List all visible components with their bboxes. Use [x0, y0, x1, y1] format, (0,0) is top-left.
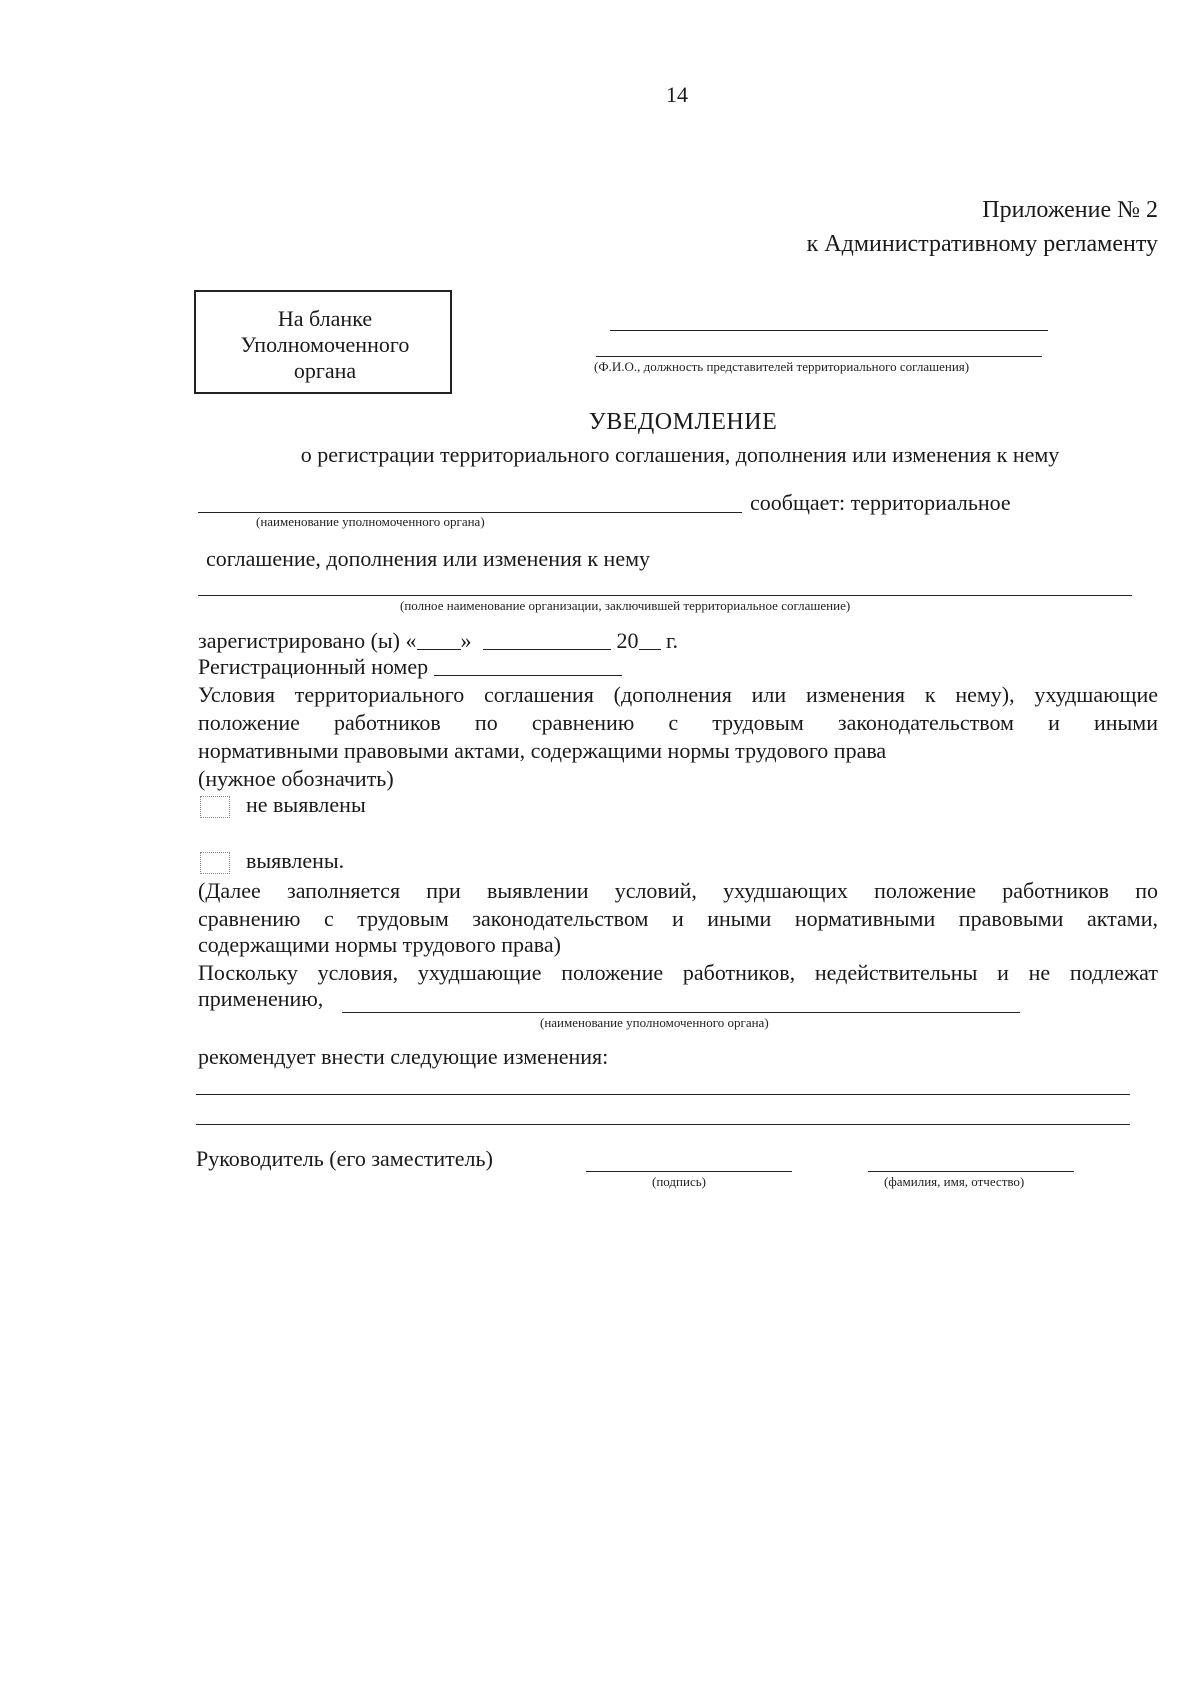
since-line-1: Поскольку условия, ухудшающие положение работников, недействительны и не подлежат [198, 960, 1158, 985]
representative-line[interactable] [610, 330, 1048, 331]
not-found-label: не выявлены [246, 792, 366, 817]
agreement-text: соглашение, дополнения или изменения к нему [206, 546, 651, 571]
changes-line-1[interactable] [196, 1094, 1130, 1095]
authority-name-line[interactable] [198, 512, 742, 513]
authority-name-caption: (наименование уполномоченного органа) [256, 514, 485, 529]
registered-date-row [198, 628, 678, 654]
since-authority-line[interactable] [342, 1012, 1020, 1013]
representative-line-2 [596, 356, 1042, 357]
letterhead-line-1: На бланке [277, 306, 373, 331]
recommends-text: рекомендует внести следующие изменения: [198, 1044, 609, 1069]
authority-letterhead-box [194, 290, 452, 394]
letterhead-line-2: Уполномоченного [240, 332, 410, 357]
signature-caption: (подпись) [652, 1174, 706, 1189]
reg-number-row [198, 654, 622, 680]
document-title: УВЕДОМЛЕНИЕ [588, 409, 778, 435]
not-found-checkbox[interactable] [200, 796, 230, 818]
year-suffix: г. [666, 628, 679, 653]
year-field[interactable] [639, 631, 661, 650]
appendix-reference: к Административному регламенту [806, 231, 1158, 257]
note-line-2: сравнению с трудовым законодательством и иными нормативными правовыми актами, [198, 906, 1158, 931]
full-name-line[interactable] [868, 1171, 1074, 1172]
full-name-caption: (фамилия, имя, отчество) [884, 1174, 1025, 1189]
document-subtitle: о регистрации территориального соглашения, дополнения или изменения к нему [300, 442, 1060, 467]
reg-number-field[interactable] [434, 657, 622, 676]
found-checkbox[interactable] [200, 852, 230, 874]
signature-line[interactable] [586, 1171, 792, 1172]
year-prefix: 20 [616, 628, 639, 653]
close-quote: » [460, 628, 472, 653]
found-label: выявлены. [246, 848, 345, 873]
note-line-1: (Далее заполняется при выявлении условий, ухудшающих положение работников по [198, 878, 1158, 903]
day-field[interactable] [417, 631, 461, 650]
organization-name-line[interactable] [198, 595, 1132, 596]
conditions-line-1: Условия территориального соглашения (дополнения или изменения к нему), ухудшающие [198, 682, 1158, 707]
page-number: 14 [666, 82, 688, 107]
reports-text: сообщает: территориальное [750, 490, 1011, 515]
since-line-2: применению, [198, 986, 324, 1011]
changes-line-2[interactable] [196, 1124, 1130, 1125]
note-line-3: содержащими нормы трудового права) [198, 932, 561, 957]
reg-number-label: Регистрационный номер [198, 654, 429, 679]
registered-prefix: зарегистрировано (ы) « [198, 628, 417, 653]
representative-caption: (Ф.И.О., должность представителей территориального соглашения) [594, 359, 970, 374]
conditions-line-3: нормативными правовыми актами, содержащими нормы трудового права [198, 738, 887, 763]
conditions-instruction: (нужное обозначить) [198, 766, 394, 791]
appendix-number: Приложение № 2 [982, 197, 1158, 223]
conditions-line-2: положение работников по сравнению с трудовым законодательством и иными [198, 710, 1158, 735]
month-field[interactable] [483, 631, 611, 650]
since-authority-caption: (наименование уполномоченного органа) [540, 1015, 769, 1030]
organization-caption: (полное наименование организации, заключившей территориальное соглашение) [400, 598, 851, 613]
signature-label: Руководитель (его заместитель) [196, 1146, 493, 1171]
letterhead-line-3: органа [293, 358, 357, 383]
